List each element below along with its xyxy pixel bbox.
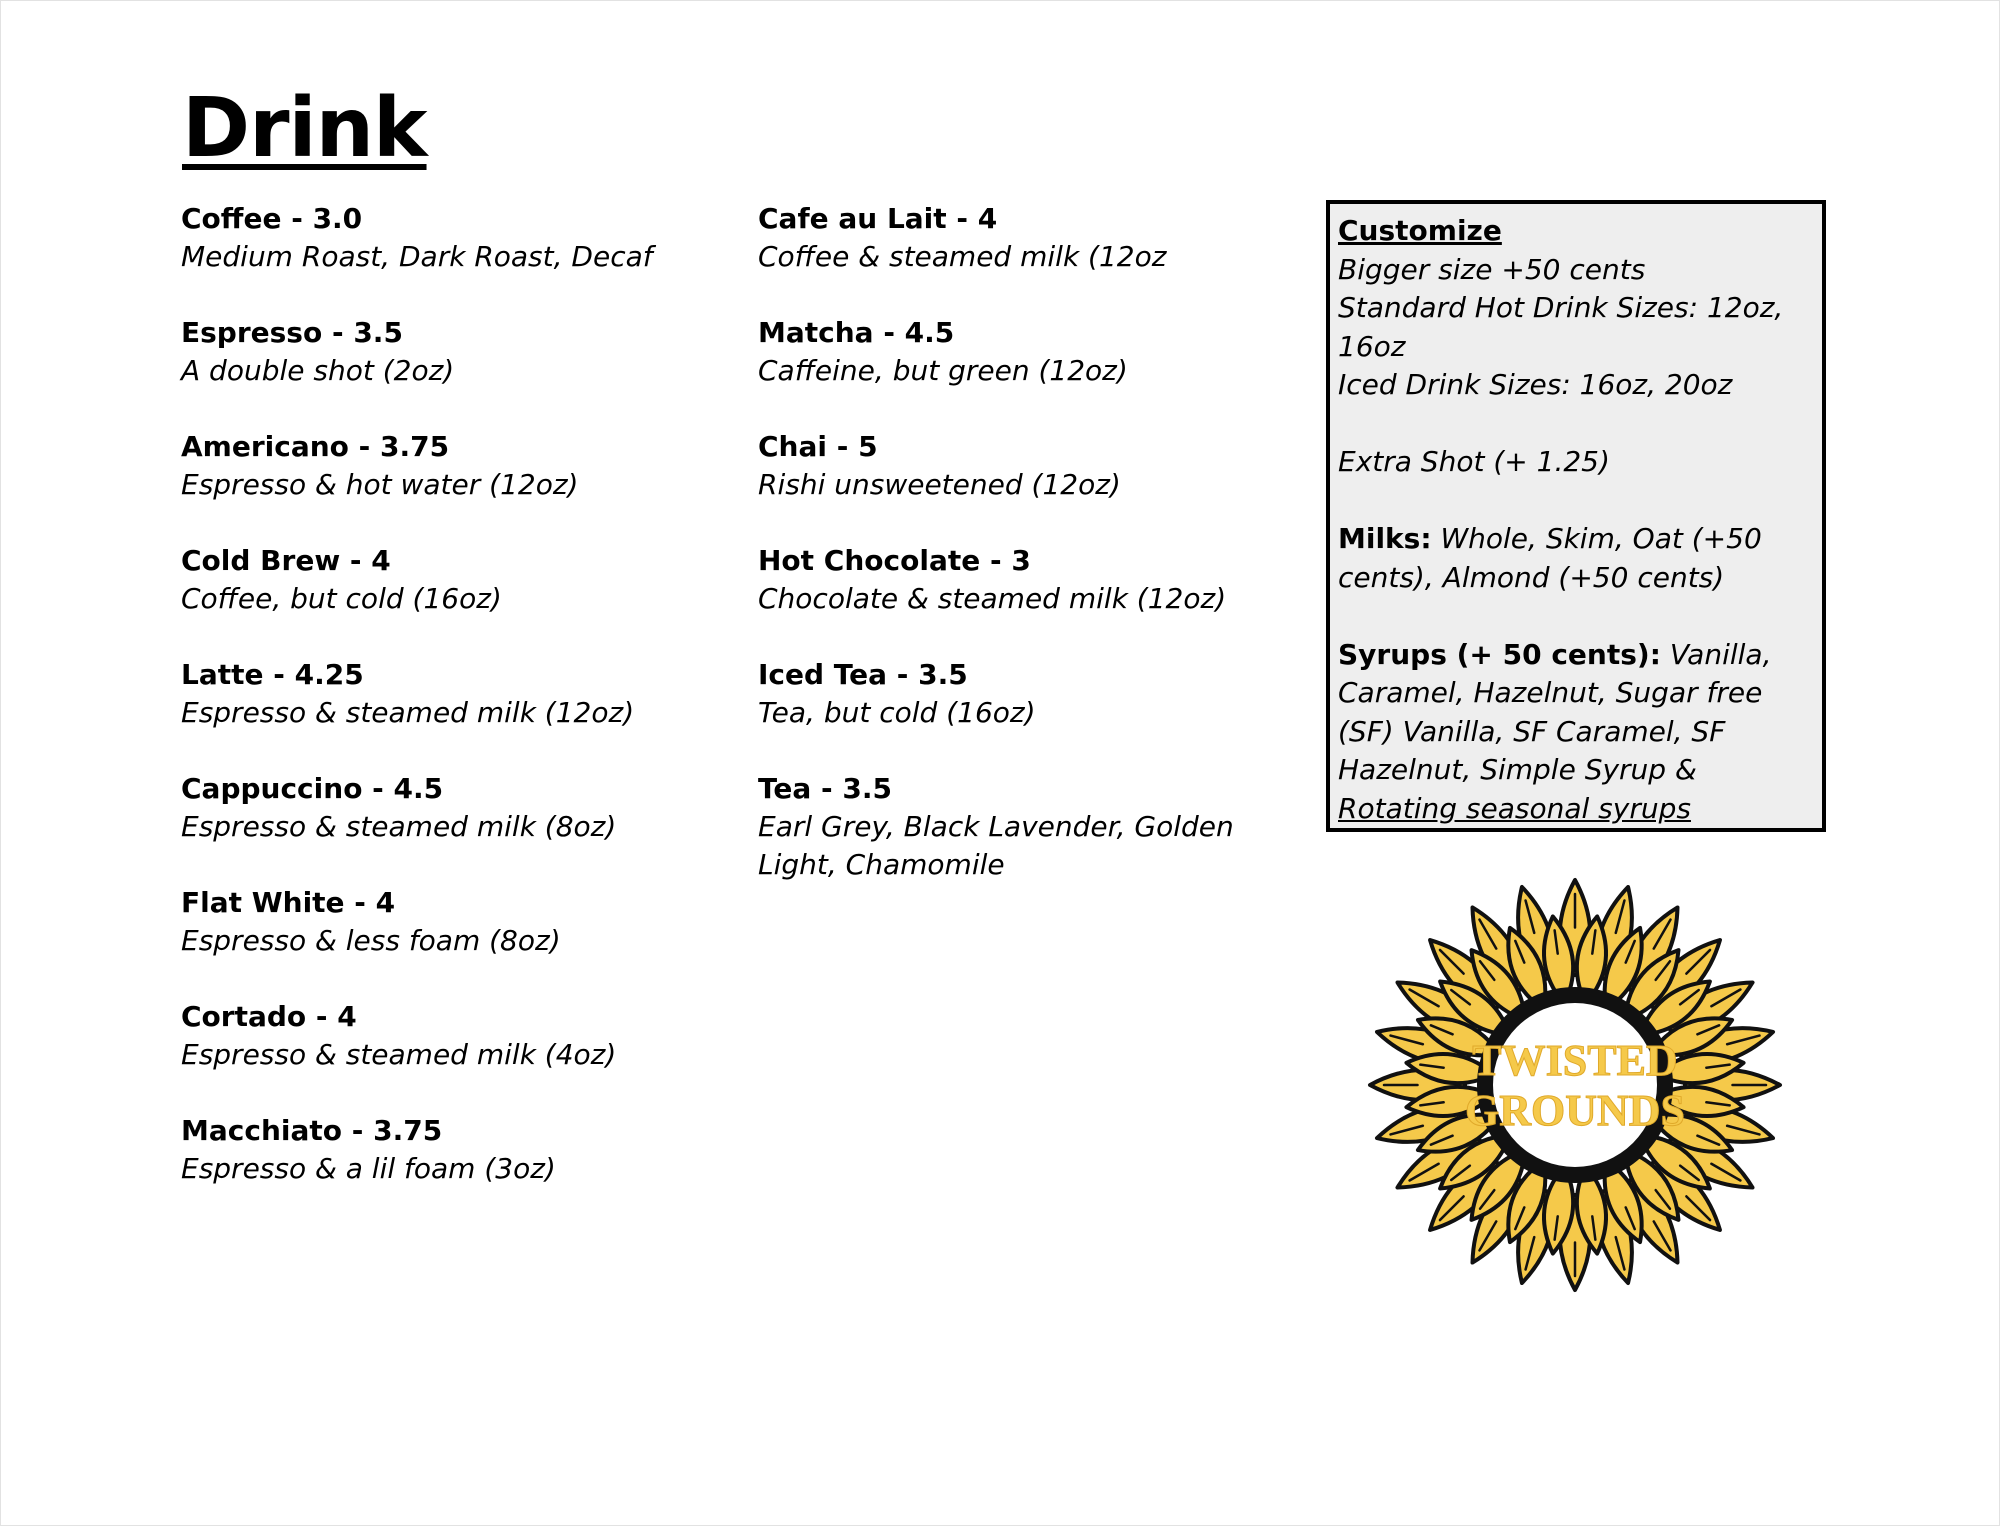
milks-options: Whole, Skim, Oat (+50 cents), Almond (+50 cents) bbox=[1338, 522, 1762, 594]
syrups-options: Vanilla, Caramel, Hazelnut, Sugar free (SF) Vanilla, SF Caramel, SF Hazelnut, Simple Syrup & bbox=[1338, 637, 1772, 786]
item-description: Medium Roast, Dark Roast, Decaf bbox=[181, 240, 653, 273]
menu-item bbox=[758, 542, 1318, 618]
item-name: Cortado - 4 bbox=[181, 1000, 357, 1033]
milks-label: Milks: bbox=[1338, 522, 1432, 555]
menu-item bbox=[758, 656, 1318, 732]
item-name: Flat White - 4 bbox=[181, 886, 396, 919]
menu-item bbox=[181, 200, 741, 276]
menu-item bbox=[758, 314, 1318, 390]
menu-item bbox=[181, 656, 741, 732]
iced-sizes-info: Iced Drink Sizes: 16oz, 20oz bbox=[1338, 368, 1733, 401]
item-name: Cold Brew - 4 bbox=[181, 544, 391, 577]
menu-item bbox=[758, 770, 1318, 884]
item-name: Tea - 3.5 bbox=[758, 772, 892, 805]
item-name: Cafe au Lait - 4 bbox=[758, 202, 998, 235]
item-description: Chocolate & steamed milk (12oz) bbox=[758, 582, 1227, 615]
item-description: Coffee & steamed milk (12oz bbox=[758, 240, 1167, 273]
milks-info bbox=[1338, 520, 1816, 597]
item-name: Matcha - 4.5 bbox=[758, 316, 955, 349]
page-title: Drink bbox=[182, 81, 427, 176]
item-description: Espresso & steamed milk (8oz) bbox=[181, 810, 617, 843]
item-description: Tea, but cold (16oz) bbox=[758, 696, 1036, 729]
item-name: Iced Tea - 3.5 bbox=[758, 658, 968, 691]
menu-item bbox=[758, 428, 1318, 504]
twisted-grounds-logo bbox=[1365, 875, 1785, 1295]
item-description: Espresso & a lil foam (3oz) bbox=[181, 1152, 556, 1185]
hot-sizes-info: Standard Hot Drink Sizes: 12oz, 16oz bbox=[1338, 291, 1784, 363]
customize-box bbox=[1326, 200, 1826, 832]
menu-item bbox=[181, 1112, 741, 1188]
item-description: Espresso & steamed milk (4oz) bbox=[181, 1038, 617, 1071]
item-name: Latte - 4.25 bbox=[181, 658, 364, 691]
menu-item bbox=[181, 884, 741, 960]
menu-column-left bbox=[181, 200, 741, 1226]
seasonal-syrups-link[interactable]: Rotating seasonal syrups bbox=[1338, 791, 1691, 825]
item-description: Earl Grey, Black Lavender, Golden Light, Chamomile bbox=[758, 810, 1234, 881]
menu-item bbox=[181, 998, 741, 1074]
menu-item bbox=[181, 770, 741, 846]
item-name: Cappuccino - 4.5 bbox=[181, 772, 444, 805]
item-description: Espresso & steamed milk (12oz) bbox=[181, 696, 635, 729]
item-name: Espresso - 3.5 bbox=[181, 316, 403, 349]
menu-column-middle bbox=[758, 200, 1318, 922]
syrups-info bbox=[1338, 636, 1816, 829]
menu-item bbox=[181, 314, 741, 390]
item-description: Espresso & less foam (8oz) bbox=[181, 924, 561, 957]
item-description: Coffee, but cold (16oz) bbox=[181, 582, 502, 615]
item-name: Americano - 3.75 bbox=[181, 430, 450, 463]
item-name: Hot Chocolate - 3 bbox=[758, 544, 1031, 577]
item-description: Espresso & hot water (12oz) bbox=[181, 468, 579, 501]
extra-shot-info: Extra Shot (+ 1.25) bbox=[1338, 445, 1610, 478]
item-name: Macchiato - 3.75 bbox=[181, 1114, 443, 1147]
sunflower-center bbox=[1493, 1003, 1657, 1167]
item-description: A double shot (2oz) bbox=[181, 354, 455, 387]
logo-text-twisted: TWISTED bbox=[1472, 1036, 1678, 1085]
menu-item bbox=[181, 542, 741, 618]
menu-item bbox=[758, 200, 1318, 276]
item-name: Chai - 5 bbox=[758, 430, 878, 463]
item-name: Coffee - 3.0 bbox=[181, 202, 363, 235]
syrups-label: Syrups (+ 50 cents): bbox=[1338, 637, 1661, 671]
customize-title: Customize bbox=[1338, 214, 1502, 247]
logo-text-grounds: GROUNDS bbox=[1464, 1086, 1686, 1135]
menu-item bbox=[181, 428, 741, 504]
item-description: Caffeine, but green (12oz) bbox=[758, 354, 1128, 387]
item-description: Rishi unsweetened (12oz) bbox=[758, 468, 1121, 501]
size-info: Bigger size +50 cents bbox=[1338, 252, 1646, 286]
